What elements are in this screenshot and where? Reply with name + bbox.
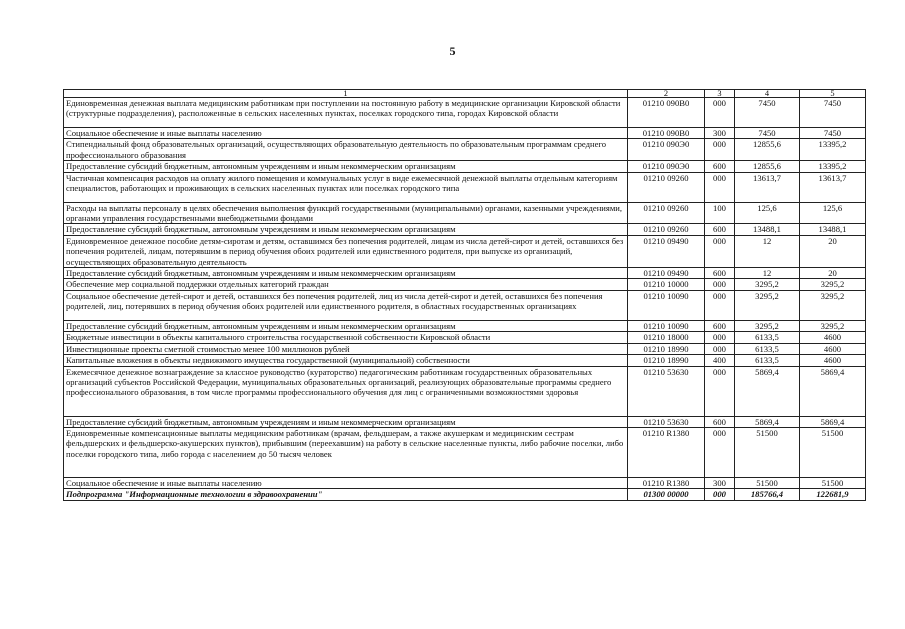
header-cell: 1 [64,90,628,98]
table-row [64,355,866,366]
amount-year2-cell: 4600 [800,343,866,354]
amount-year1-cell: 3295,2 [735,320,800,331]
code-cell: 01210 18990 [628,355,705,366]
amount-year1-cell: 51500 [735,427,800,477]
amount-year1-cell: 3295,2 [735,290,800,320]
table-row [64,268,866,279]
amount-year1-cell: 125,6 [735,202,800,224]
amount-year2-cell: 20 [800,235,866,267]
name-cell: Предоставление субсидий бюджетным, автономным учреждениям и иным некоммерческим организациям [64,224,628,235]
name-cell: Частичная компенсация расходов на оплату жилого помещения и коммунальных услуг в виде ежемесячной денежной выплаты отдельным категориям специалистов, работающих и проживающих в сельских населенных пунктах или поселках городского типа [64,172,628,202]
expense-type-cell: 000 [705,343,735,354]
expense-type-cell: 000 [705,290,735,320]
amount-year1-cell: 5869,4 [735,366,800,416]
code-cell: 01210 090В0 [628,98,705,128]
code-cell: 01210 090Э0 [628,139,705,161]
amount-year1-cell: 3295,2 [735,279,800,290]
expense-type-cell: 000 [705,139,735,161]
amount-year2-cell: 125,6 [800,202,866,224]
name-cell: Капитальные вложения в объекты недвижимого имущества государственной (муниципальной) собственности [64,355,628,366]
code-cell: 01210 53630 [628,416,705,427]
code-cell: 01210 09260 [628,224,705,235]
table-row [64,161,866,172]
amount-year1-cell: 7450 [735,128,800,139]
amount-year2-cell: 13613,7 [800,172,866,202]
code-cell: 01210 09490 [628,235,705,267]
code-cell: 01210 10090 [628,320,705,331]
amount-year1-cell: 185766,4 [735,489,800,500]
name-cell: Стипендиальный фонд образовательных организаций, осуществляющих образовательную деятельность по образовательным программам среднего профессионального образования [64,139,628,161]
amount-year1-cell: 5869,4 [735,416,800,427]
amount-year1-cell: 12 [735,268,800,279]
code-cell: 01210 09260 [628,172,705,202]
expense-type-cell: 600 [705,268,735,279]
header-cell: 2 [628,90,705,98]
header-cell: 5 [800,90,866,98]
expense-type-cell: 000 [705,98,735,128]
amount-year1-cell: 13488,1 [735,224,800,235]
table-row [64,279,866,290]
expense-type-cell: 600 [705,416,735,427]
table-row [64,202,866,224]
table-row [64,139,866,161]
amount-year1-cell: 6133,5 [735,355,800,366]
code-cell: 01300 00000 [628,489,705,500]
table-row [64,427,866,477]
name-cell: Подпрограмма "Информационные технологии в здравоохранении" [64,489,628,500]
table-row [64,172,866,202]
code-cell: 01210 090Э0 [628,161,705,172]
expense-type-cell: 000 [705,279,735,290]
expense-type-cell: 000 [705,332,735,343]
expense-type-cell: 600 [705,320,735,331]
amount-year2-cell: 4600 [800,355,866,366]
amount-year1-cell: 6133,5 [735,332,800,343]
amount-year2-cell: 5869,4 [800,366,866,416]
amount-year2-cell: 7450 [800,128,866,139]
amount-year2-cell: 51500 [800,427,866,477]
amount-year2-cell: 20 [800,268,866,279]
table-row [64,332,866,343]
expense-type-cell: 000 [705,489,735,500]
name-cell: Социальное обеспечение и иные выплаты населению [64,128,628,139]
expense-type-cell: 000 [705,172,735,202]
amount-year1-cell: 7450 [735,98,800,128]
amount-year2-cell: 13395,2 [800,161,866,172]
page-number: 5 [449,44,456,58]
table-row [64,343,866,354]
code-cell: 01210 10000 [628,279,705,290]
table-row [64,366,866,416]
name-cell: Единовременное денежное пособие детям-сиротам и детям, оставшимся без попечения родителей, лицам из числа детей-сирот и детей, оставшихся без попечения родителей, лицам, потерявшим в период обучения обоих родителей или единственного родителя, при выпуске из организаций, осуществляющих образовательную деятельность [64,235,628,267]
code-cell: 01210 18000 [628,332,705,343]
name-cell: Бюджетные инвестиции в объекты капитального строительства государственной собственности Кировской области [64,332,628,343]
budget-table [63,89,866,501]
name-cell: Предоставление субсидий бюджетным, автономным учреждениям и иным некоммерческим организациям [64,416,628,427]
subprogram-row [64,489,866,500]
name-cell: Ежемесячное денежное вознаграждение за классное руководство (кураторство) педагогическим работникам государственных образовательных организаций субъектов Российской Федерации, муниципальных образовательных организаций, реализующих образовательные программы среднего профессионального образования, в том числе программы профессионального обучения для лиц с ограниченными возможностями здоровья [64,366,628,416]
header-row [64,90,866,98]
table-row [64,320,866,331]
code-cell: 01210 R1380 [628,427,705,477]
expense-type-cell: 000 [705,366,735,416]
amount-year1-cell: 13613,7 [735,172,800,202]
amount-year2-cell: 5869,4 [800,416,866,427]
expense-type-cell: 400 [705,355,735,366]
code-cell: 01210 18990 [628,343,705,354]
code-cell: 01210 09490 [628,268,705,279]
amount-year2-cell: 3295,2 [800,290,866,320]
expense-type-cell: 600 [705,161,735,172]
table-row [64,416,866,427]
name-cell: Расходы на выплаты персоналу в целях обеспечения выполнения функций государственными (муниципальными) органами, казенными учреждениями, органами управления государственными внебюджетными фондами [64,202,628,224]
code-cell: 01210 53630 [628,366,705,416]
amount-year2-cell: 122681,9 [800,489,866,500]
name-cell: Обеспечение мер социальной поддержки отдельных категорий граждан [64,279,628,290]
table-row [64,477,866,488]
amount-year1-cell: 51500 [735,477,800,488]
code-cell: 01210 10090 [628,290,705,320]
amount-year2-cell: 51500 [800,477,866,488]
header-cell: 3 [705,90,735,98]
code-cell: 01210 09260 [628,202,705,224]
name-cell: Единовременные компенсационные выплаты медицинским работникам (врачам, фельдшерам, а также акушеркам и медицинским сестрам фельдшерских и фельдшерско-акушерских пунктов), прибывшим (переехавшим) на работу в сельские населенные пункты, либо рабочие поселки, либо поселки городского типа, либо города с населением до 50 тысяч человек [64,427,628,477]
amount-year2-cell: 3295,2 [800,320,866,331]
table-row [64,290,866,320]
expense-type-cell: 100 [705,202,735,224]
name-cell: Предоставление субсидий бюджетным, автономным учреждениям и иным некоммерческим организациям [64,320,628,331]
name-cell: Единовременная денежная выплата медицинским работникам при поступлении на постоянную работу в медицинские организации Кировской области (структурные подразделения), расположенные в сельских населенных пунктах, поселках городского типа, городах Кировской области [64,98,628,128]
name-cell: Социальное обеспечение детей-сирот и детей, оставшихся без попечения родителей, лиц из числа детей-сирот и детей, оставшихся без попечения родителей, лиц, потерявших в период обучения обоих родителей или единственного родителя, в областных государственных организациях [64,290,628,320]
table-row [64,235,866,267]
amount-year2-cell: 3295,2 [800,279,866,290]
expense-type-cell: 000 [705,427,735,477]
expense-type-cell: 600 [705,224,735,235]
amount-year1-cell: 6133,5 [735,343,800,354]
name-cell: Предоставление субсидий бюджетным, автономным учреждениям и иным некоммерческим организациям [64,268,628,279]
name-cell: Социальное обеспечение и иные выплаты населению [64,477,628,488]
amount-year2-cell: 13488,1 [800,224,866,235]
amount-year1-cell: 12855,6 [735,161,800,172]
code-cell: 01210 090В0 [628,128,705,139]
code-cell: 01210 R1380 [628,477,705,488]
amount-year1-cell: 12855,6 [735,139,800,161]
amount-year2-cell: 7450 [800,98,866,128]
expense-type-cell: 000 [705,235,735,267]
name-cell: Предоставление субсидий бюджетным, автономным учреждениям и иным некоммерческим организациям [64,161,628,172]
amount-year2-cell: 13395,2 [800,139,866,161]
table-row [64,224,866,235]
expense-type-cell: 300 [705,128,735,139]
amount-year1-cell: 12 [735,235,800,267]
amount-year2-cell: 4600 [800,332,866,343]
table-row [64,98,866,128]
name-cell: Инвестиционные проекты сметной стоимостью менее 100 миллионов рублей [64,343,628,354]
expense-type-cell: 300 [705,477,735,488]
header-cell: 4 [735,90,800,98]
table-row [64,128,866,139]
